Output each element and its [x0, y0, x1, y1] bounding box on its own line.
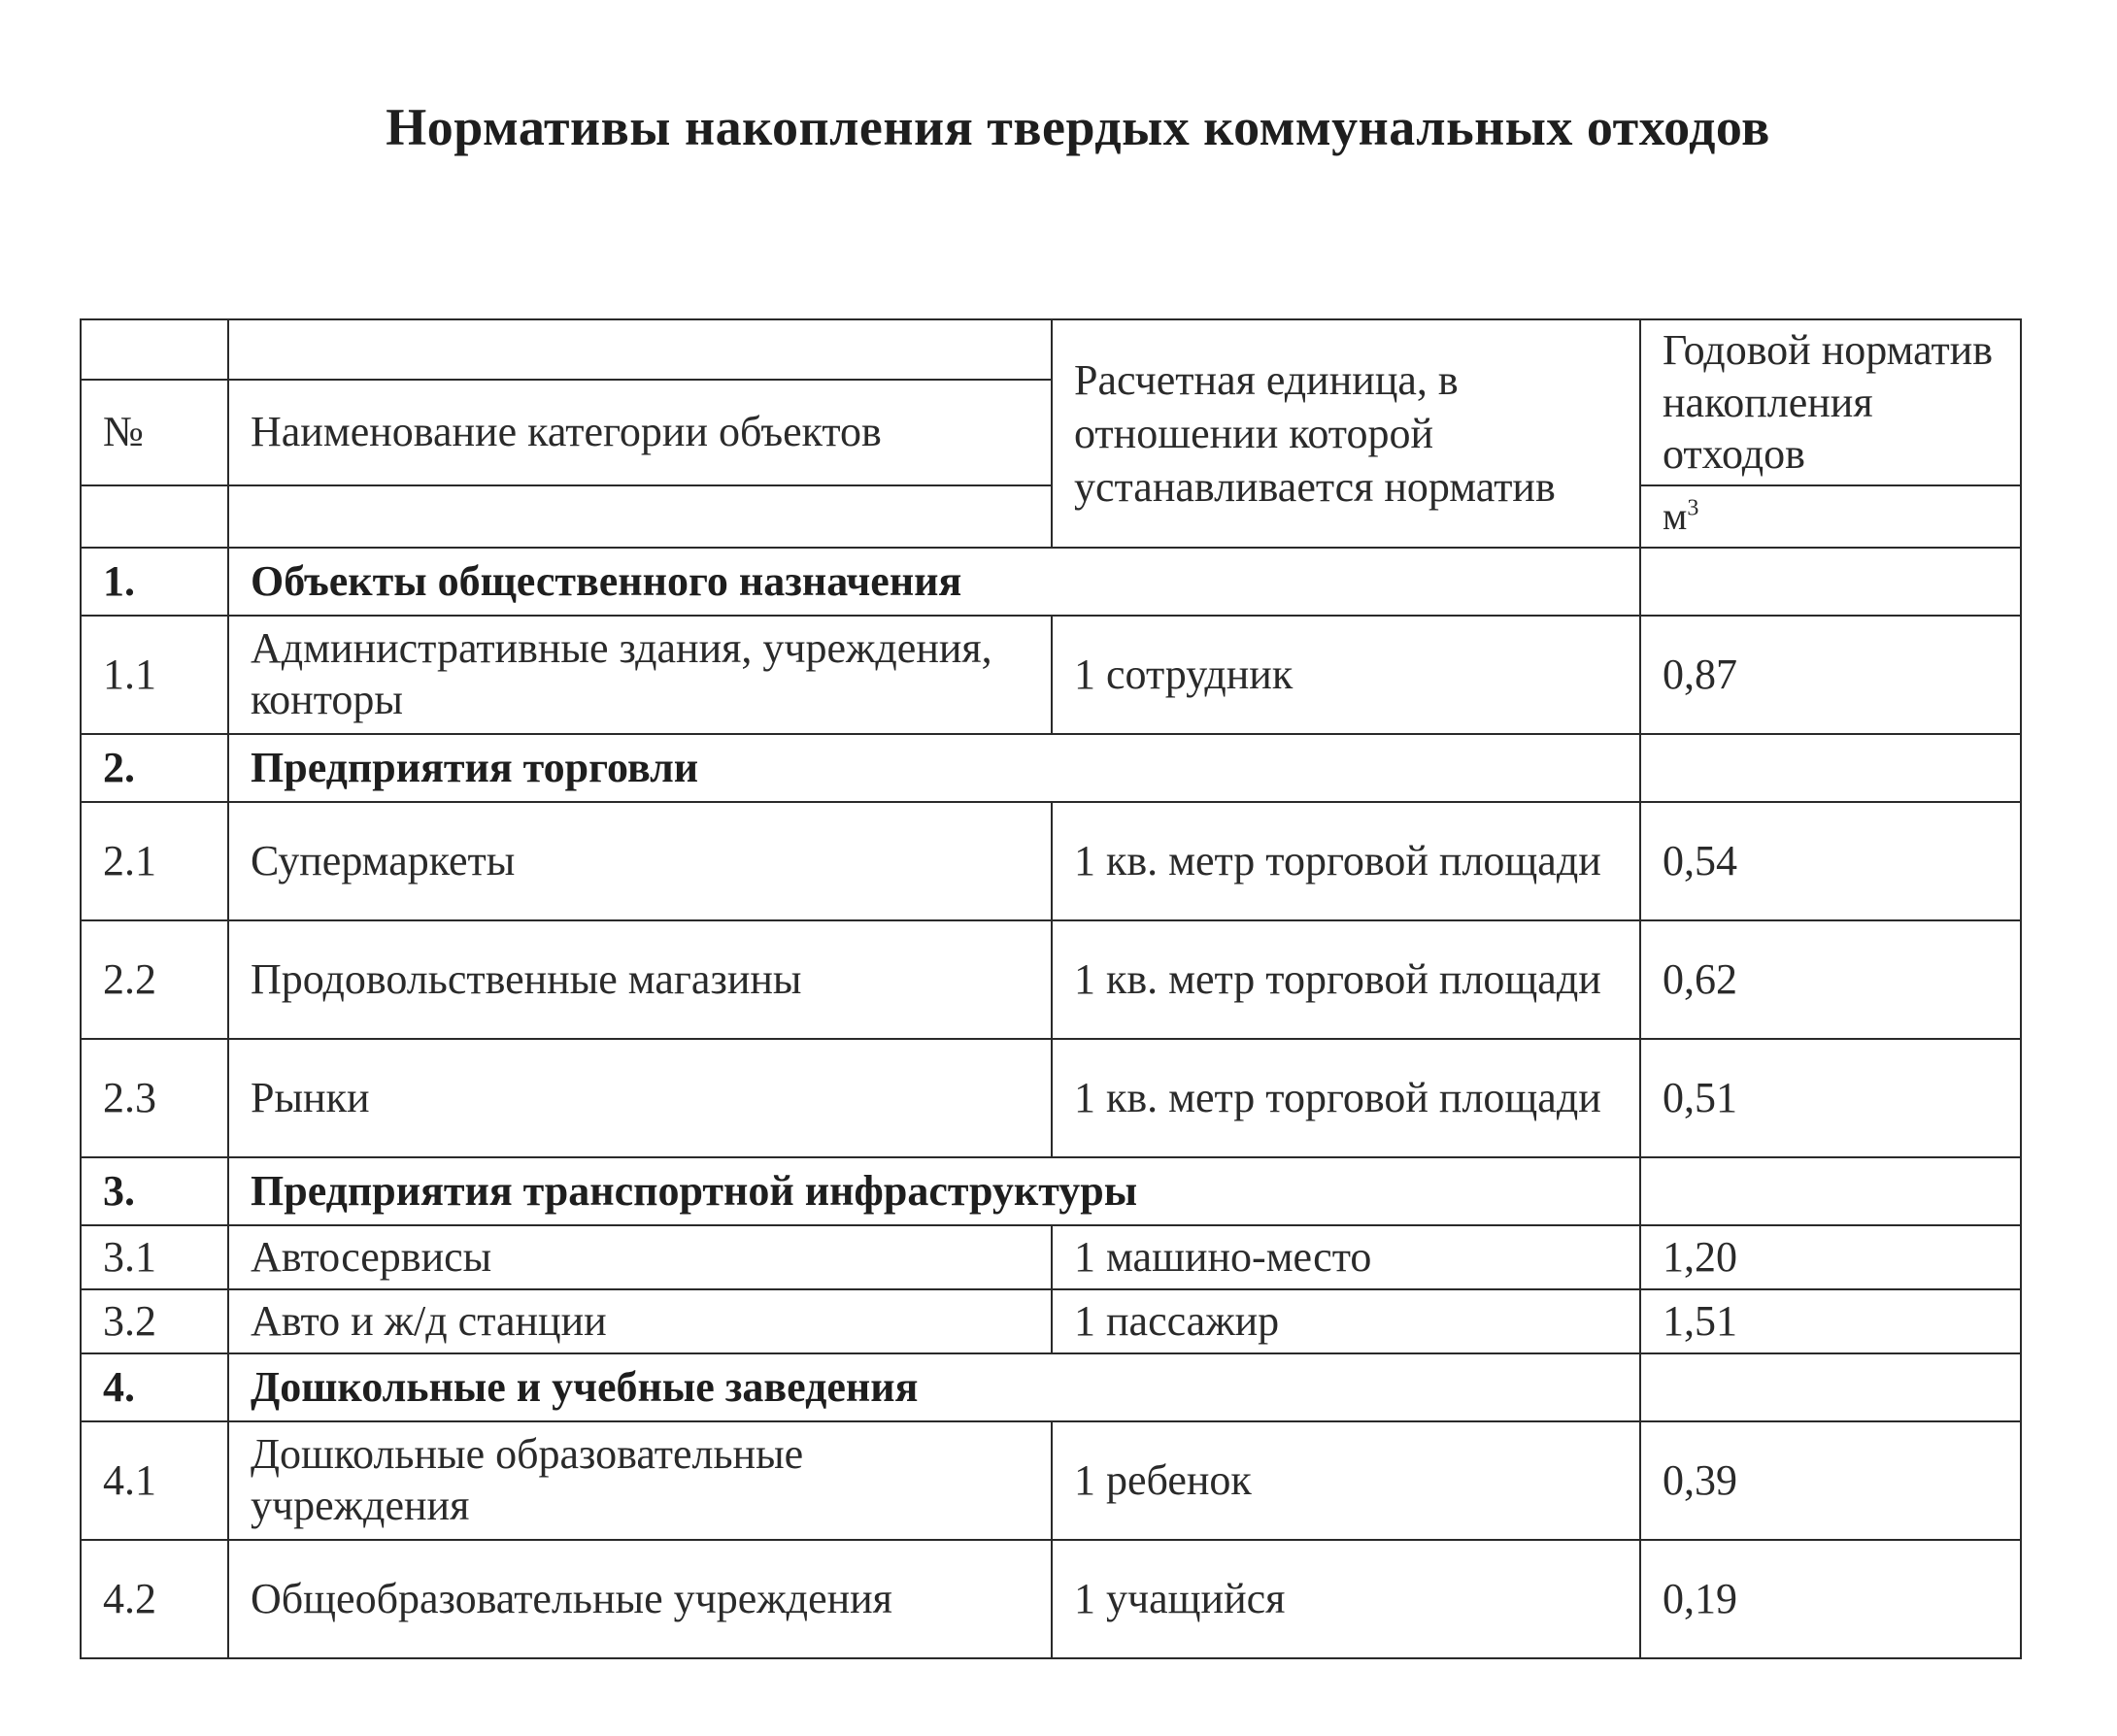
row-unit: 1 кв. метр торговой площади	[1052, 920, 1640, 1039]
section-number: 2.	[81, 734, 228, 802]
header-number: №	[81, 380, 228, 485]
row-number: 2.2	[81, 920, 228, 1039]
row-name: Дошкольные образовательные учреждения	[228, 1421, 1052, 1540]
row-unit: 1 сотрудник	[1052, 616, 1640, 734]
row-name: Продовольственные магазины	[228, 920, 1052, 1039]
row-value: 0,54	[1640, 802, 2021, 920]
row-value: 0,19	[1640, 1540, 2021, 1658]
section-name: Дошкольные и учебные заведения	[228, 1353, 1640, 1421]
table-row	[81, 1039, 2021, 1157]
row-name: Общеобразовательные учреждения	[228, 1540, 1052, 1658]
section-value-cell	[1640, 734, 2021, 802]
row-value: 0,62	[1640, 920, 2021, 1039]
row-unit: 1 пассажир	[1052, 1289, 1640, 1353]
row-name: Авто и ж/д станции	[228, 1289, 1052, 1353]
row-number: 3.1	[81, 1225, 228, 1289]
section-number: 1.	[81, 548, 228, 616]
header-spacer-cell	[228, 485, 1052, 548]
section-value-cell	[1640, 1157, 2021, 1225]
row-number: 4.2	[81, 1540, 228, 1658]
row-name: Супермаркеты	[228, 802, 1052, 920]
section-name: Предприятия торговли	[228, 734, 1640, 802]
row-value: 0,39	[1640, 1421, 2021, 1540]
section-name: Объекты общественного назначения	[228, 548, 1640, 616]
row-unit: 1 кв. метр торговой площади	[1052, 802, 1640, 920]
row-unit: 1 машино-место	[1052, 1225, 1640, 1289]
section-number: 3.	[81, 1157, 228, 1225]
section-row	[81, 1353, 2021, 1421]
section-number: 4.	[81, 1353, 228, 1421]
table-row	[81, 616, 2021, 734]
header-category: Наименование категории объектов	[228, 380, 1052, 485]
row-number: 2.3	[81, 1039, 228, 1157]
unit-power: 3	[1687, 495, 1699, 521]
table-row	[81, 920, 2021, 1039]
header-spacer-row	[81, 319, 2021, 380]
section-row	[81, 1157, 2021, 1225]
header-spacer-cell	[81, 319, 228, 380]
document-title: Нормативы накопления твердых коммунальных отходов	[386, 98, 1770, 156]
table-row	[81, 1225, 2021, 1289]
row-unit: 1 ребенок	[1052, 1421, 1640, 1540]
row-number: 2.1	[81, 802, 228, 920]
header-unit: Расчетная единица, в отношении которой устанавливается норматив	[1052, 319, 1640, 548]
row-value: 0,87	[1640, 616, 2021, 734]
table-row	[81, 1289, 2021, 1353]
row-value: 0,51	[1640, 1039, 2021, 1157]
row-name: Административные здания, учреждения, конторы	[228, 616, 1052, 734]
section-row	[81, 734, 2021, 802]
unit-symbol: м	[1663, 494, 1688, 539]
row-number: 1.1	[81, 616, 228, 734]
section-value-cell	[1640, 1353, 2021, 1421]
header-spacer-cell	[228, 319, 1052, 380]
section-row	[81, 548, 2021, 616]
table-row	[81, 1540, 2021, 1658]
header-unit-row	[81, 485, 2021, 548]
row-unit: 1 учащийся	[1052, 1540, 1640, 1658]
table-row	[81, 1421, 2021, 1540]
row-name: Автосервисы	[228, 1225, 1052, 1289]
row-name: Рынки	[228, 1039, 1052, 1157]
row-value: 1,20	[1640, 1225, 2021, 1289]
row-number: 4.1	[81, 1421, 228, 1540]
section-value-cell	[1640, 548, 2021, 616]
header-annual-norm: Годовой норматив накопления отходов	[1640, 319, 2021, 485]
table-row	[81, 802, 2021, 920]
header-spacer-cell	[81, 485, 228, 548]
row-unit: 1 кв. метр торговой площади	[1052, 1039, 1640, 1157]
row-value: 1,51	[1640, 1289, 2021, 1353]
header-annual-norm-unit	[1640, 485, 2021, 548]
section-name: Предприятия транспортной инфраструктуры	[228, 1157, 1640, 1225]
row-number: 3.2	[81, 1289, 228, 1353]
waste-norms-table	[80, 318, 2022, 1659]
